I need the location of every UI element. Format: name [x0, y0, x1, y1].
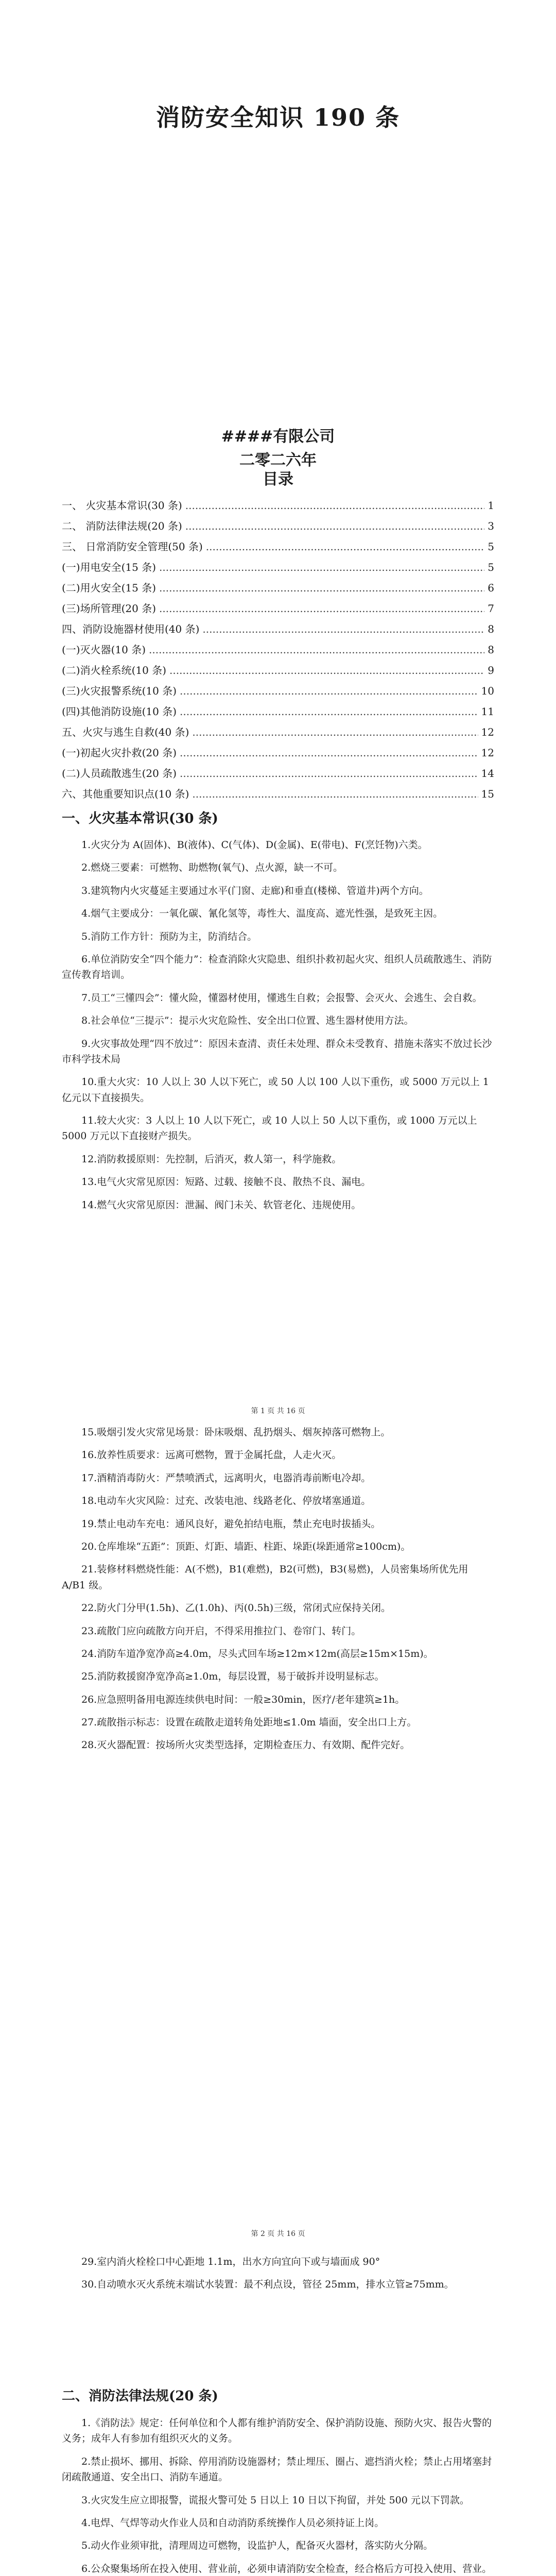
toc-entry-label: (一)初起火灾扑救(20 条) [62, 747, 177, 759]
list-item: 24.消防车道净宽净高≥4.0m，尽头式回车场≥12m×12m(高层≥15m×15m)。 [81, 1648, 433, 1659]
table-of-contents [62, 497, 494, 806]
list-item: 23.疏散门应向疏散方向开启，不得采用推拉门、卷帘门、转门。 [81, 1625, 361, 1637]
toc-entry[interactable] [62, 580, 494, 600]
toc-entry[interactable] [62, 683, 494, 703]
toc-entry[interactable] [62, 724, 494, 744]
toc-entry-label: (二)消火栓系统(10 条) [62, 664, 167, 676]
list-item: 6.单位消防安全“四个能力”：检查消除火灾隐患、组织扑救初起火灾、组织人员疏散逃生、消防宣传教育培训。 [62, 953, 492, 981]
list-item: 13.电气火灾常见原因：短路、过载、接触不良、散热不良、漏电。 [81, 1176, 371, 1188]
toc-leader-dots [185, 520, 484, 532]
toc-entry-page: 10 [481, 685, 494, 697]
toc-entry-label: (一)用电安全(15 条) [62, 561, 157, 573]
toc-entry-label: (四)其他消防设施(10 条) [62, 705, 177, 718]
toc-entry-label: (二)用火安全(15 条) [62, 582, 157, 594]
document-year: 二零二六年 [239, 451, 317, 469]
list-item: 29.室内消火栓栓口中心距地 1.1m，出水方向宜向下或与墙面成 90° [81, 2256, 380, 2267]
toc-entry-page: 9 [488, 664, 494, 676]
toc-leader-dots [206, 540, 484, 553]
toc-entry-label: (三)场所管理(20 条) [62, 602, 157, 615]
list-item: 14.燃气火灾常见原因：泄漏、阀门未关、软管老化、违规使用。 [81, 1199, 361, 1211]
toc-entry-page: 12 [481, 726, 494, 738]
section-heading-2: 二、消防法律法规(20 条) [62, 2388, 218, 2404]
toc-leader-dots [180, 705, 478, 718]
toc-entry-page: 8 [488, 623, 494, 635]
toc-entry[interactable] [62, 744, 494, 765]
section-1-body [62, 837, 494, 1220]
toc-leader-dots [169, 664, 484, 676]
toc-entry-page: 5 [488, 561, 494, 573]
toc-entry-page: 11 [481, 705, 494, 718]
list-item: 2.禁止损坏、挪用、拆除、停用消防设施器材；禁止埋压、圈占、遮挡消火栓；禁止占用堵塞封闭疏散通道、安全出口、消防车通道。 [62, 2455, 492, 2483]
toc-entry-label: 六、其他重要知识点(10 条) [62, 788, 189, 800]
toc-leader-dots [192, 788, 478, 800]
toc-entry[interactable] [62, 662, 494, 683]
list-item: 18.电动车火灾风险：过充、改装电池、线路老化、停放堵塞通道。 [81, 1495, 371, 1507]
list-item: 5.消防工作方针：预防为主，防消结合。 [81, 930, 257, 942]
list-item: 12.消防救援原则：先控制，后消灭，救人第一，科学施救。 [81, 1153, 342, 1165]
toc-leader-dots [159, 561, 484, 573]
company-name: ####有限公司 [221, 428, 335, 446]
list-item: 11.较大火灾：3 人以上 10 人以下死亡，或 10 人以上 50 人以下重伤，或 1000 万元以上 5000 万元以下直接财产损失。 [62, 1115, 477, 1142]
toc-leader-dots [202, 623, 484, 635]
toc-leader-dots [185, 499, 484, 512]
toc-entry-page: 6 [488, 582, 494, 594]
list-item: 9.火灾事故处理“四不放过”：原因未查清、责任未处理、群众未受教育、措施未落实不放过长沙市科学技术局 [62, 1038, 492, 1065]
toc-entry-page: 12 [481, 747, 494, 759]
toc-leader-dots [180, 767, 478, 779]
section-1-body-continued [62, 1425, 494, 1760]
toc-entry-page: 7 [488, 602, 494, 615]
page-footer: 第 1 页 共 16 页 [251, 1407, 305, 1415]
toc-entry-label: 三、 日常消防安全管理(50 条) [62, 540, 203, 553]
toc-entry-page: 15 [481, 788, 494, 800]
toc-entry-label: 一、 火灾基本常识(30 条) [62, 499, 182, 512]
toc-entry[interactable] [62, 765, 494, 786]
list-item: 5.动火作业须审批，清理周边可燃物，设监护人，配备灭火器材，落实防火分隔。 [81, 2540, 433, 2552]
toc-entry[interactable] [62, 538, 494, 559]
list-item: 1.《消防法》规定：任何单位和个人都有维护消防安全、保护消防设施、预防火灾、报告火警的义务；成年人有参加有组织灭火的义务。 [62, 2417, 492, 2445]
toc-entry[interactable] [62, 621, 494, 641]
toc-entry-page: 14 [481, 767, 494, 779]
toc-entry[interactable] [62, 497, 494, 518]
toc-leader-dots [159, 602, 484, 615]
list-item: 8.社会单位“三提示”：提示火灾危险性、安全出口位置、逃生器材使用方法。 [81, 1015, 414, 1027]
list-item: 27.疏散指示标志：设置在疏散走道转角处距地≤1.0m 墙面，安全出口上方。 [81, 1717, 417, 1728]
list-item: 10.重大火灾：10 人以上 30 人以下死亡，或 50 人以 100 人以下重伤，或 5000 万元以上 1 亿元以下直接损失。 [62, 1076, 489, 1104]
toc-leader-dots [180, 685, 478, 697]
toc-title: 目录 [263, 470, 293, 488]
document-title: 消防安全知识 190 条 [155, 104, 401, 131]
toc-entry-label: (二)人员疏散逃生(20 条) [62, 767, 177, 779]
list-item: 22.防火门分甲(1.5h)、乙(1.0h)、丙(0.5h)三级，常闭式应保持关闭。 [81, 1602, 391, 1614]
toc-entry-page: 8 [488, 643, 494, 656]
list-item: 17.酒精消毒防火：严禁喷洒式，远离明火，电器消毒前断电冷却。 [81, 1472, 371, 1484]
list-item: 7.员工“三懂四会”：懂火险，懂器材使用，懂逃生自救；会报警、会灭火、会逃生、会自救。 [81, 992, 482, 1004]
toc-entry-page: 5 [488, 540, 494, 553]
list-item: 25.消防救援窗净宽净高≥1.0m，每层设置，易于破拆并设明显标志。 [81, 1671, 385, 1683]
list-item: 30.自动喷水灭火系统末端试水装置：最不利点设，管径 25mm，排水立管≥75mm。 [81, 2279, 454, 2291]
toc-entry-page: 3 [488, 520, 494, 532]
toc-entry-label: (三)火灾报警系统(10 条) [62, 685, 177, 697]
list-item: 3.火灾发生应立即报警，谎报火警可处 5 日以上 10 日以下拘留，并处 500 元以下罚款。 [81, 2494, 470, 2506]
toc-entry-page: 1 [488, 499, 494, 512]
toc-entry-label: (一)灭火器(10 条) [62, 643, 146, 656]
toc-entry[interactable] [62, 786, 494, 806]
toc-leader-dots [180, 747, 478, 759]
toc-entry[interactable] [62, 641, 494, 662]
list-item: 21.装修材料燃烧性能：A(不燃)，B1(难燃)，B2(可燃)，B3(易燃)，人员密集场所优先用 A/B1 级。 [62, 1564, 468, 1591]
list-item: 20.仓库堆垛“五距”：顶距、灯距、墙距、柱距、垛距(垛距通常≥100cm)。 [81, 1540, 411, 1552]
toc-entry-label: 五、火灾与逃生自救(40 条) [62, 726, 189, 738]
toc-entry[interactable] [62, 703, 494, 724]
list-item: 1.火灾分为 A(固体)、B(液体)、C(气体)、D(金属)、E(带电)、F(烹饪物)六类。 [81, 839, 428, 851]
toc-leader-dots [192, 726, 478, 738]
section-heading-1: 一、火灾基本常识(30 条) [62, 811, 218, 826]
list-item: 4.烟气主要成分：一氧化碳、氰化氢等，毒性大、温度高、遮光性强，是致死主因。 [81, 908, 443, 920]
toc-leader-dots [159, 582, 484, 594]
list-item: 2.燃烧三要素：可燃物、助燃物(氧气)、点火源，缺一不可。 [81, 862, 343, 874]
list-item: 3.建筑物内火灾蔓延主要通过水平(门窗、走廊)和垂直(楼梯、管道井)两个方向。 [81, 885, 429, 896]
section-2-body [62, 2415, 494, 2576]
toc-entry[interactable] [62, 600, 494, 621]
list-item: 4.电焊、气焊等动火作业人员和自动消防系统操作人员必须持证上岗。 [81, 2517, 385, 2529]
list-item: 15.吸烟引发火灾常见场景：卧床吸烟、乱扔烟头、烟灰掉落可燃物上。 [81, 1427, 391, 1438]
list-item: 6.公众聚集场所在投入使用、营业前，必须申请消防安全检查，经合格后方可投入使用、营业。 [81, 2563, 492, 2574]
toc-entry[interactable] [62, 518, 494, 538]
toc-entry-label: 二、 消防法律法规(20 条) [62, 520, 182, 532]
page-footer: 第 2 页 共 16 页 [251, 2230, 305, 2238]
list-item: 19.禁止电动车充电：通风良好，避免拍结电瓶，禁止充电时拔插头。 [81, 1518, 381, 1530]
list-item: 16.放养性质要求：远离可燃物，置于金属托盘，人走火灭。 [81, 1449, 342, 1461]
toc-entry-label: 四、消防设施器材使用(40 条) [62, 623, 200, 635]
list-item: 28.灭火器配置：按场所火灾类型选择，定期检查压力、有效期、配件完好。 [81, 1739, 410, 1751]
section-1-body-continued-2 [62, 2254, 494, 2300]
list-item: 26.应急照明备用电源连续供电时间：一般≥30min，医疗/老年建筑≥1h。 [81, 1693, 405, 1705]
toc-entry[interactable] [62, 559, 494, 580]
toc-leader-dots [149, 643, 484, 656]
